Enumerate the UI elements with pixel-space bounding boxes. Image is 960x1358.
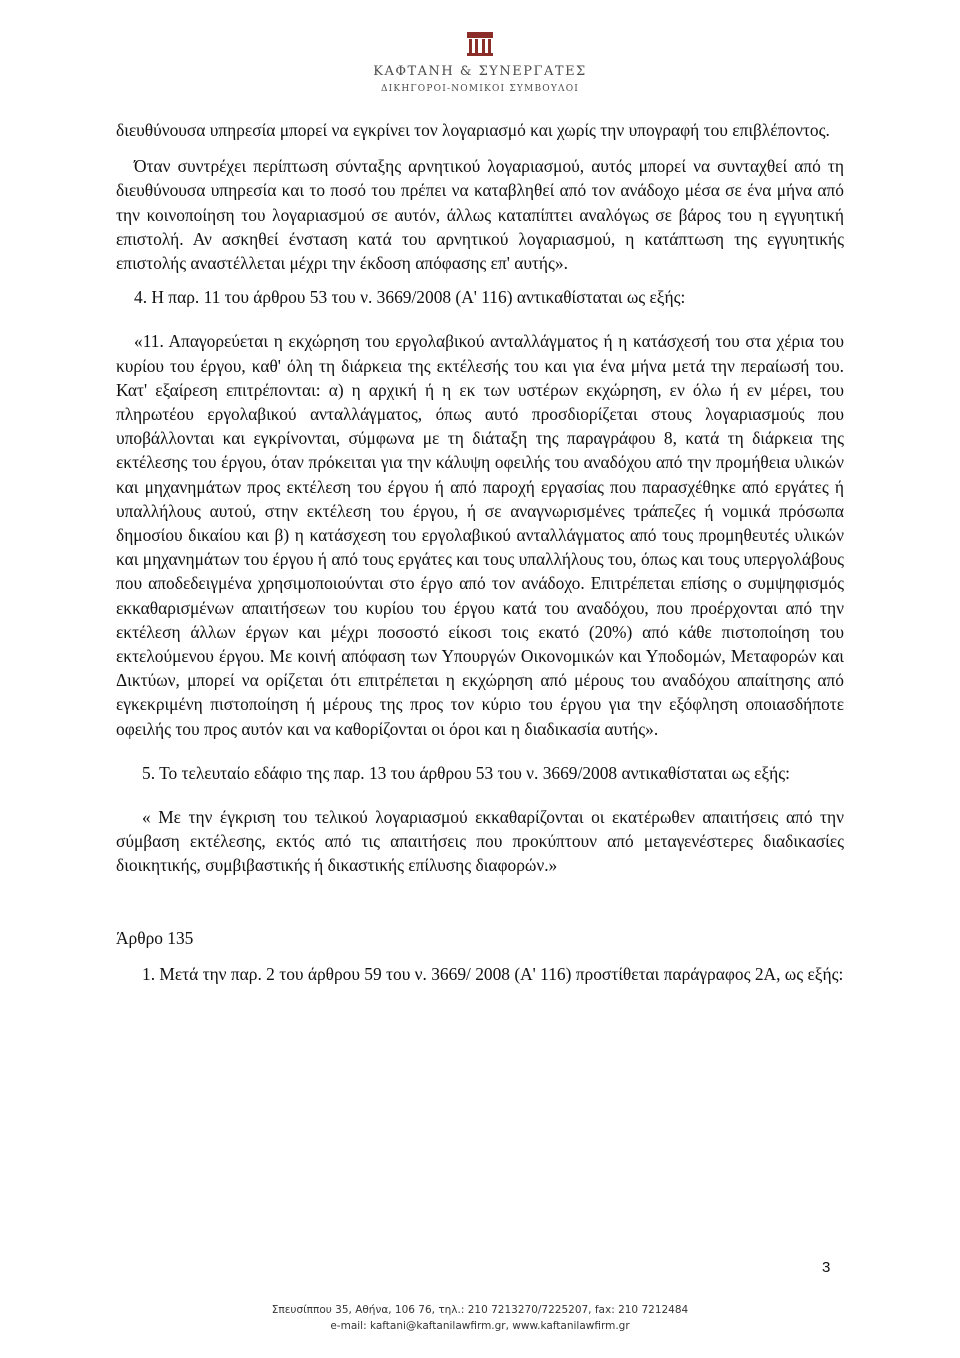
footer-address: Σπευσίππου 35, Αθήνα, 106 76, τηλ.: 210 7213270/7225207, fax: 210 7212484: [271, 1304, 689, 1316]
firm-subtitle: ΔΙΚΗΓΟΡΟΙ-ΝΟΜΙΚΟΙ ΣΥΜΒΟΥΛΟΙ: [380, 84, 580, 94]
paragraph-quoted-final-account: « Με την έγκριση του τελικού λογαριασμού εκκαθαρίζονται οι εκατέρωθεν απαιτήσεις από την σύμβαση εκτέλεσης, εκτός από τις απαιτήσεις που προκύπτουν από μεταγενέστερες διαδικασίες διοικητικής, συμβιβαστικής ή δικαστικής επίλυσης διαφορών.»: [116, 807, 844, 876]
footer: [0, 1302, 960, 1334]
firm-name: ΚΑΦΤΑΝΗ & ΣΥΝΕΡΓΑΤΕΣ: [373, 64, 587, 79]
paragraph-negative-account: Όταν συντρέχει περίπτωση σύνταξης αρνητικού λογαριασμού, αυτός μπορεί να συνταχθεί από τη διευθύνουσα υπηρεσία και το ποσό του πρέπει να καταβληθεί από τον ανάδοχο μέσα σε ένα μήνα από την κοινοποίηση του λογαριασμού σε αυτόν, άλλως καταπίπτει αναλόγως σε βάρος του η εγγυητική επιστολή. Αν ασκηθεί ένσταση κατά του αρνητικού λογαριασμού, η κατάπτωση της εγγυητικής επιστολής αναστέλλεται μέχρι την έκδοση απόφασης επ' αυτής».: [116, 156, 844, 274]
article-heading: Άρθρο 135: [116, 927, 194, 948]
building-columns-icon: [466, 32, 494, 56]
paragraph-amendment-4: 4. Η παρ. 11 του άρθρου 53 του ν. 3669/2008 (Α' 116) αντικαθίσταται ως εξής:: [134, 287, 686, 308]
document-body: [116, 118, 844, 986]
page-number: 3: [822, 1259, 831, 1276]
paragraph-amendment-5: 5. Το τελευταίο εδάφιο της παρ. 13 του άρθρου 53 του ν. 3669/2008 αντικαθίσταται ως εξής:: [142, 762, 790, 783]
paragraph-quoted-11: «11. Απαγορεύεται η εκχώρηση του εργολαβικού ανταλλάγματος ή η κατάσχεσή του στα χέρια του κυρίου του έργου, καθ' όλη τη διάρκεια της εκτέλεσής του και για ένα μήνα μετά την περαίωσή του. Κατ' εξαίρεση επιτρέπονται: α) η αρχική ή η εκ των υστέρων εκχώρηση, εν όλω ή εν μέρει, του πληρωτέου εργολαβικού ανταλλάγματος, όπως αυτό προσδιορίζεται στους λογαριασμούς που υποβάλλονται και εγκρίνονται, σύμφωνα με τη διάταξη της παραγράφου 8, κατά τη διάρκεια της εκτέλεσης του έργου, όταν πρόκειται για την κάλυψη οφειλής του αναδόχου από την προμήθεια υλικών και μηχανημάτων προς εκτέλεση του έργου ή από παροχή εργασίας που παρασχέθηκε από εργάτες ή υπαλλήλους αυτού, στην εκτέλεση του έργου, ή σε αναγνωρισμένες τράπεζες ή νομικά πρόσωπα δημοσίου δικαίου και β) η κατάσχεση του εργολαβικού ανταλλάγματος από τους προμηθευτές υλικών και μηχανημάτων του έργου ή από τους εργάτες και τους υπαλλήλους του, όπως και τους υπεργολάβους που αποδεδειγμένα χρησιμοποιούνται στο έργο από τον ανάδοχο. Επιτρέπεται επίσης ο συμψηφισμός εκκαθαρισμένων απαιτήσεων του κυρίου του έργου κατά του αναδόχου, που προέρχονται από την εκτέλεση άλλων έργων και μέχρι ποσοστό είκοσι τοις εκατό (20%) από κάθε πιστοποίηση του εκτελούμενου έργου. Με κοινή απόφαση των Υπουργών Οικονομικών και Υποδομών, Μεταφορών και Δικτύων, μπορεί να ορίζεται ότι επιτρέπεται η εκχώρηση από μέρους του αναδόχου απαίτησης από εγκεκριμένη πιστοποίηση ή μέρους της προς τον κύριο του έργου για την εξόφληση οποιασδήποτε οφειλής του προς αυτόν και να καθορίζονται οι όροι και η διαδικασία αυτής».: [116, 331, 844, 739]
paragraph-continuation: διευθύνουσα υπηρεσία μπορεί να εγκρίνει τον λογαριασμό και χωρίς την υπογραφή του επιβλέποντος.: [116, 120, 830, 140]
footer-contact: e-mail: kaftani@kaftanilawfirm.gr, www.kaftanilawfirm.gr: [330, 1320, 630, 1332]
paragraph-article-135-1: 1. Μετά την παρ. 2 του άρθρου 59 του ν. 3669/ 2008 (Α' 116) προστίθεται παράγραφος 2Α, ως εξής:: [142, 963, 844, 984]
letterhead: [0, 30, 960, 94]
